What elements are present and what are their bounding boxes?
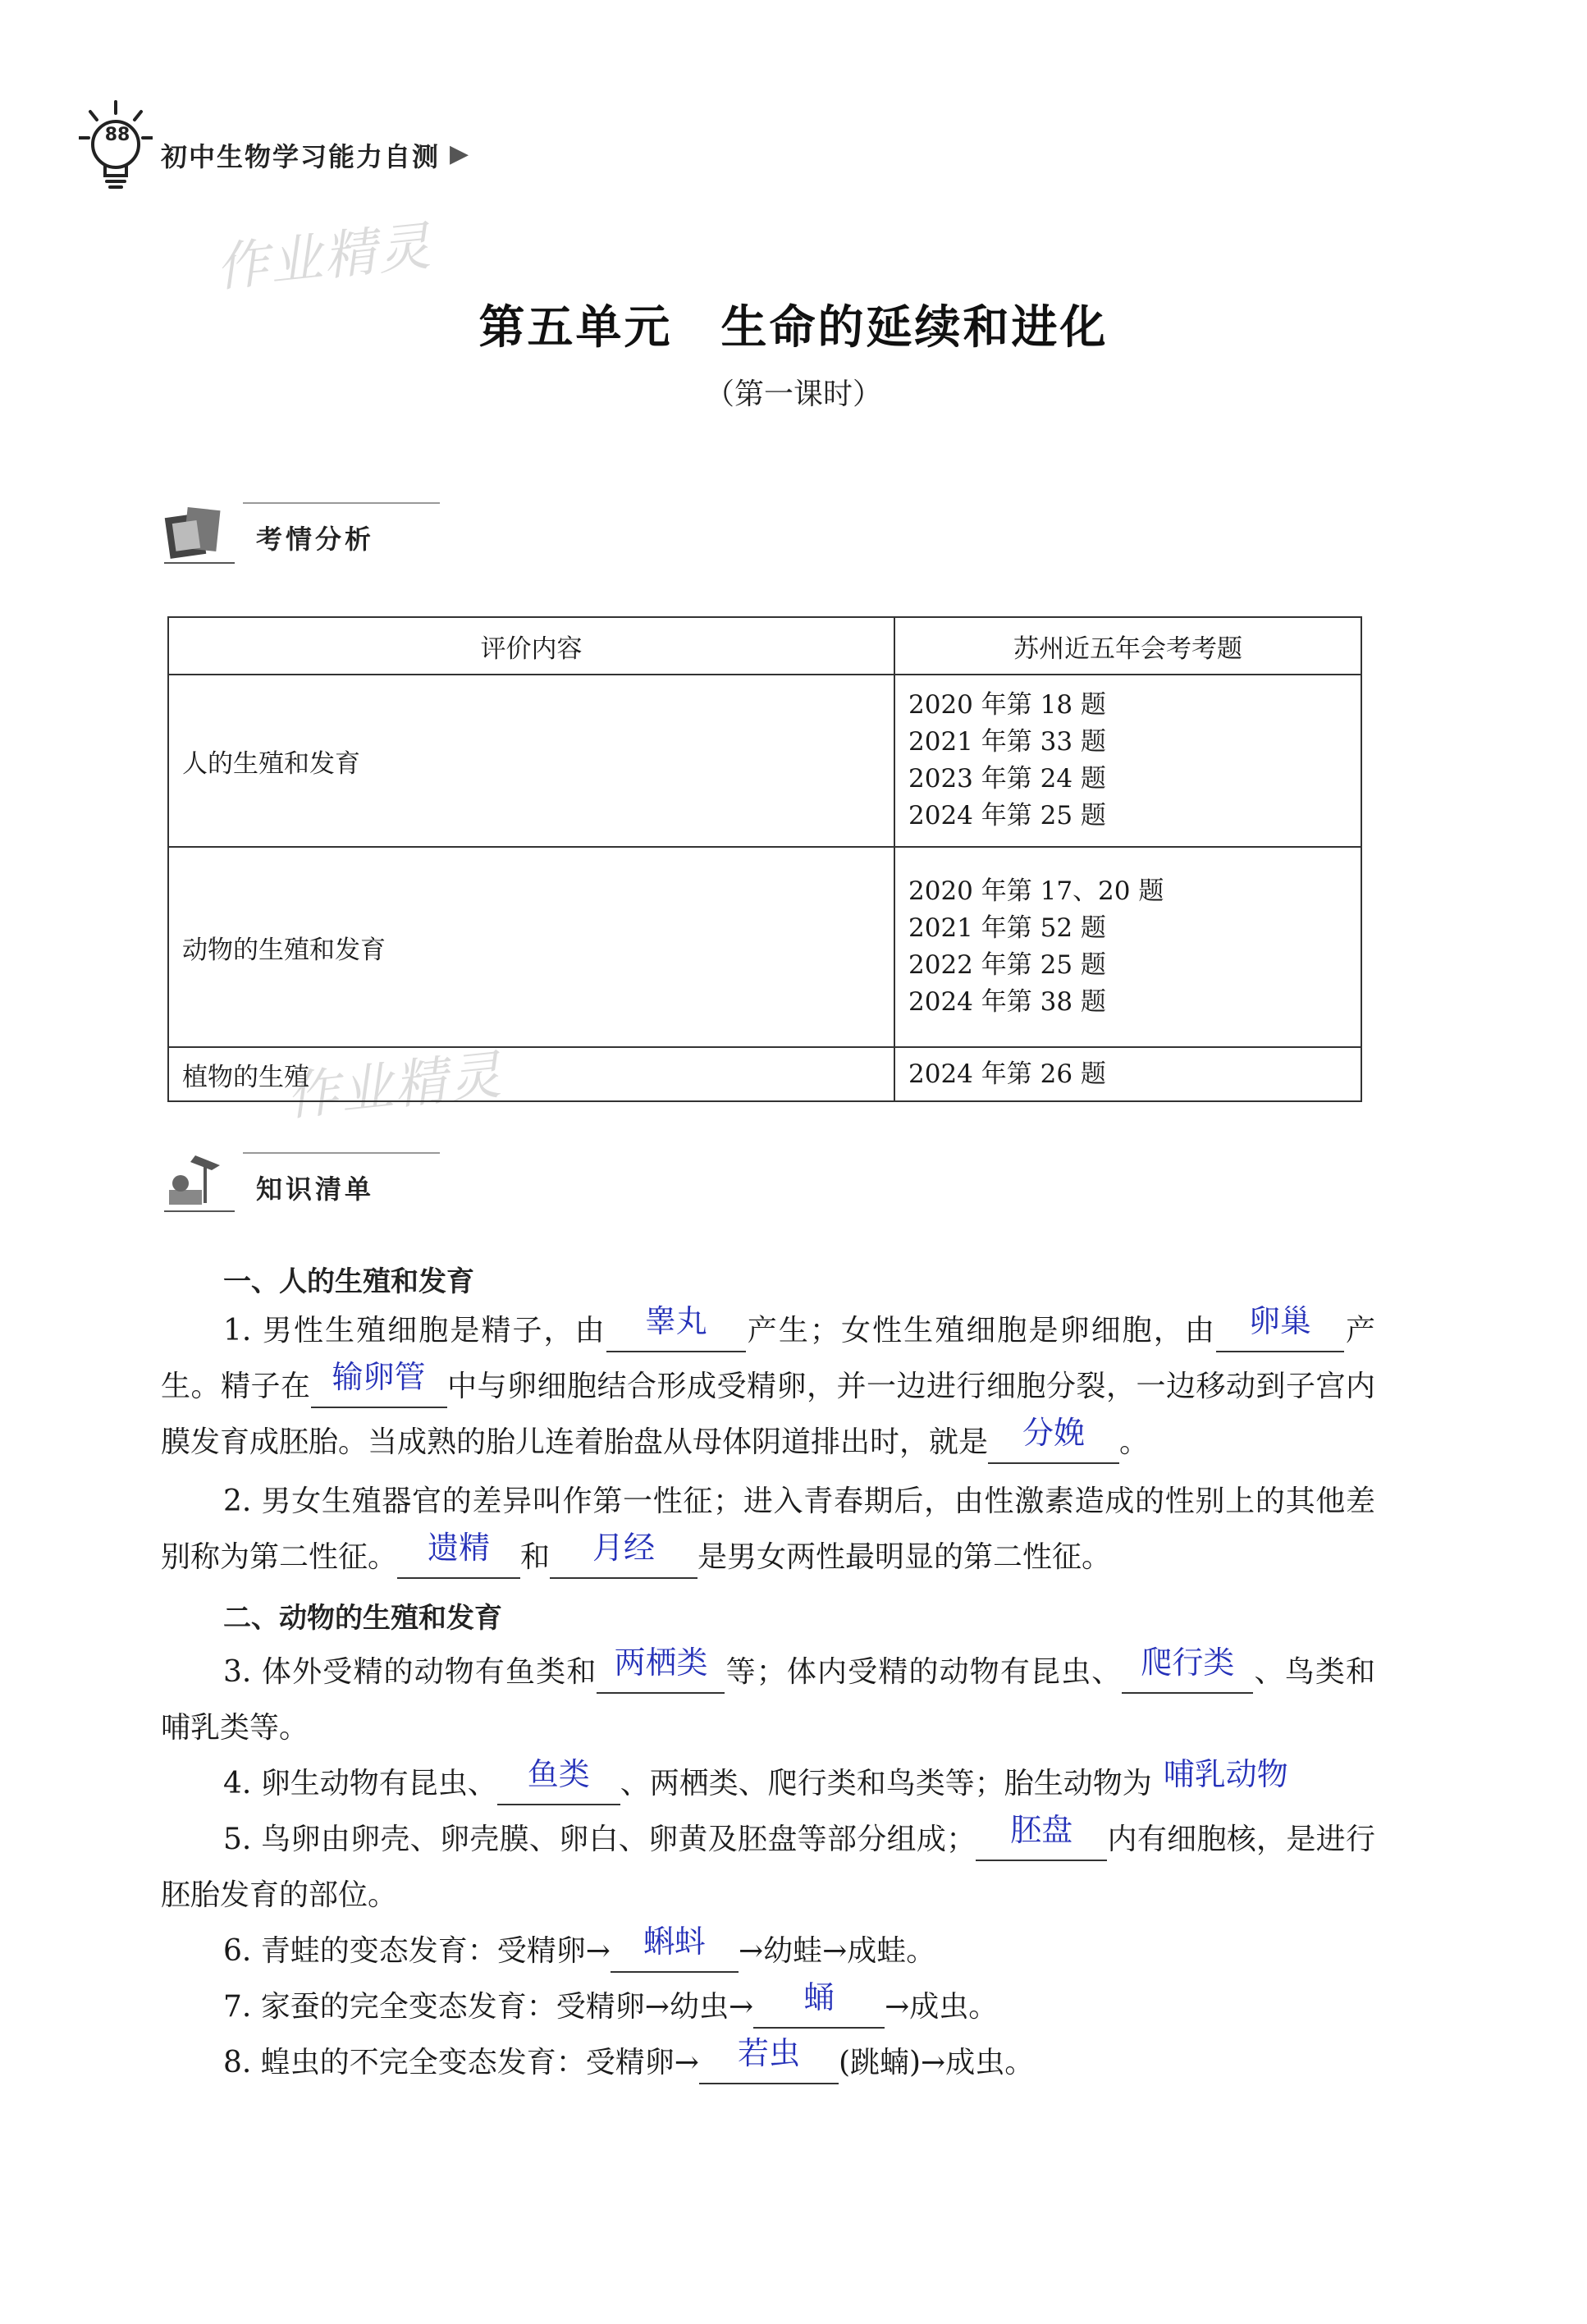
q2-answer-2: 月经	[550, 1535, 697, 1579]
q7-text: 7. 家蚕的完全变态发育：受精卵→幼虫→	[223, 1990, 754, 2024]
question-ref: 2022 年第 25 题	[908, 950, 1106, 980]
unit-title: 第五单元 生命的延续和进化	[478, 301, 1109, 355]
watermark-table: 作业精灵	[283, 1045, 505, 1128]
q4-answer-2: 哺乳动物	[1163, 1756, 1288, 1792]
question-ref: 2021 年第 33 题	[908, 727, 1106, 757]
exam-analysis-table	[167, 616, 1362, 1102]
heading-animal-reproduction: 二、动物的生殖和发育	[223, 1602, 502, 1635]
knowledge-section-icon	[162, 1149, 236, 1215]
question-8	[161, 2035, 1375, 2091]
q7-answer-1: 蛹	[753, 1984, 885, 2029]
q1-answer-4: 分娩	[988, 1420, 1119, 1464]
book-title: 初中生物学习能力自测	[161, 141, 441, 172]
q5-text: 内有细胞核，是进行胚胎发育的部位。	[161, 1823, 1375, 1912]
q5-answer-1: 胚盘	[976, 1817, 1107, 1861]
q2-text: 2. 男女生殖器官的差异叫作第一性征；进入青春期后，由性激素造成的性别上的其他差别称为第二性征。	[161, 1485, 1375, 1574]
q1-answer-3: 输卵管	[311, 1364, 447, 1408]
q1-text: 1. 男性生殖细胞是精子，由	[223, 1314, 606, 1347]
title-arrow-icon: ▶	[450, 140, 469, 168]
analysis-section-icon	[162, 501, 236, 566]
question-1	[161, 1303, 1375, 1471]
analysis-section-label: 考情分析	[256, 524, 375, 555]
q1-answer-2: 卵巢	[1216, 1308, 1344, 1352]
table-cell-questions	[894, 675, 1361, 847]
page-number: 88	[104, 125, 130, 145]
table-header-content: 评价内容	[168, 617, 894, 675]
question-ref: 2024 年第 25 题	[908, 801, 1106, 830]
table-cell-questions	[894, 847, 1361, 1047]
question-2	[161, 1474, 1375, 1585]
question-7	[161, 1979, 1375, 2035]
q6-text: 6. 青蛙的变态发育：受精卵→	[223, 1934, 611, 1968]
analysis-section-rule	[243, 502, 440, 504]
q8-text: 8. 蝗虫的不完全变态发育：受精卵→	[223, 2046, 699, 2079]
q1-answer-1: 睾丸	[606, 1308, 746, 1352]
knowledge-section-label: 知识清单	[256, 1173, 375, 1205]
question-4	[161, 1756, 1375, 1812]
q3-text: 、鸟类和哺乳类等。	[161, 1655, 1375, 1745]
question-ref: 2021 年第 52 题	[908, 913, 1106, 943]
q2-text: 是男女两性最明显的第二性征。	[697, 1540, 1112, 1574]
q2-answer-1: 遗精	[397, 1535, 520, 1579]
lightbulb-icon	[79, 100, 153, 190]
q8-answer-1: 若虫	[699, 2040, 839, 2084]
q2-text: 和	[520, 1540, 551, 1574]
knowledge-section-rule	[243, 1152, 440, 1154]
q7-text: →成虫。	[885, 1990, 999, 2024]
table-header-row	[168, 617, 1361, 675]
question-3	[161, 1645, 1375, 1756]
q3-answer-2: 爬行类	[1122, 1649, 1253, 1694]
question-6	[161, 1924, 1375, 1979]
q8-text: (跳蝻)→成虫。	[838, 2046, 1035, 2079]
q4-text: 、两栖类、爬行类和鸟类等；胎生动物为	[620, 1767, 1152, 1800]
question-ref: 2020 年第 18 题	[908, 690, 1106, 720]
q3-answer-1: 两栖类	[597, 1649, 725, 1694]
q6-answer-1: 蝌蚪	[611, 1928, 739, 1973]
q6-text: →幼蛙→成蛙。	[738, 1934, 936, 1968]
question-ref: 2024 年第 26 题	[908, 1059, 1106, 1089]
lesson-subtitle: （第一课时）	[704, 377, 882, 411]
table-row	[168, 847, 1361, 1047]
question-ref: 2023 年第 24 题	[908, 764, 1106, 794]
question-ref: 2020 年第 17、20 题	[908, 876, 1164, 906]
question-5	[161, 1812, 1375, 1924]
q4-text: 4. 卵生动物有昆虫、	[223, 1767, 497, 1800]
q1-text: 产生；女性生殖细胞是卵细胞，由	[745, 1314, 1216, 1347]
table-cell-content: 动物的生殖和发育	[168, 847, 894, 1047]
watermark-top: 作业精灵	[213, 216, 435, 300]
q1-text: 。	[1119, 1425, 1150, 1459]
table-header-questions: 苏州近五年会考考题	[894, 617, 1361, 675]
q4-answer-1: 鱼类	[497, 1761, 620, 1805]
q1-text: 中与卵细胞结合形成受精卵，并一边进行细胞分裂，一边移动到子宫内膜发育成胚胎。当成熟的胎儿连着胎盘从母体阴道排出时，就是	[161, 1370, 1375, 1459]
table-cell-questions	[894, 1047, 1361, 1101]
table-cell-content: 人的生殖和发育	[168, 675, 894, 847]
q1-text: 产生。精子在	[161, 1314, 1375, 1403]
heading-human-reproduction: 一、人的生殖和发育	[223, 1265, 474, 1298]
table-cell-content: 植物的生殖	[168, 1047, 894, 1101]
q3-text: 等；体内受精的动物有昆虫、	[725, 1655, 1123, 1689]
table-row	[168, 675, 1361, 847]
q3-text: 3. 体外受精的动物有鱼类和	[223, 1655, 597, 1689]
q5-text: 5. 鸟卵由卵壳、卵壳膜、卵白、卵黄及胚盘等部分组成；	[223, 1823, 976, 1856]
question-ref: 2024 年第 38 题	[908, 987, 1106, 1017]
table-row	[168, 1047, 1361, 1101]
